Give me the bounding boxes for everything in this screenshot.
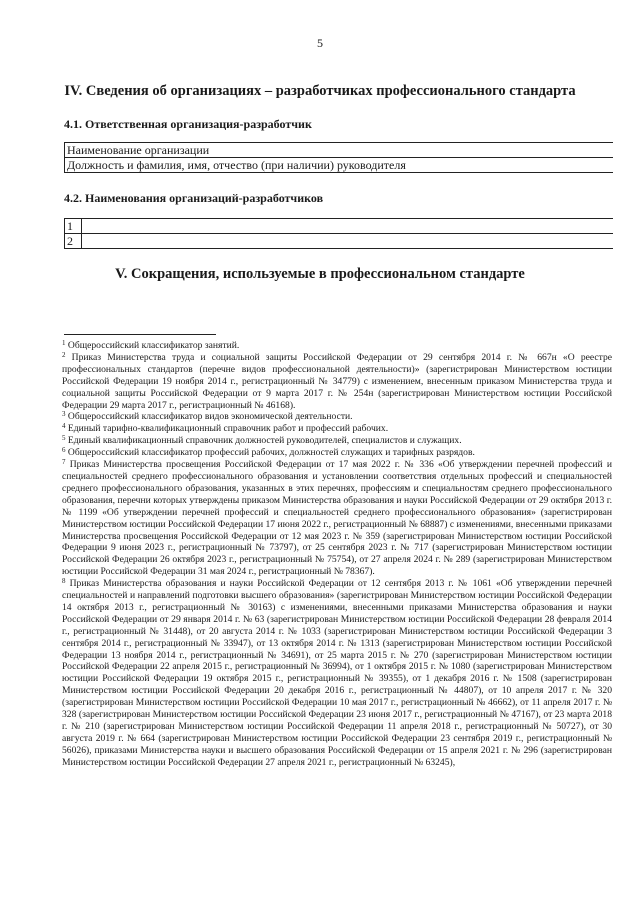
head-position-name-value: [441, 158, 613, 173]
footnote: [62, 411, 612, 423]
table-row: [65, 234, 614, 249]
footnote: [62, 447, 612, 459]
footnote: [62, 352, 612, 412]
footnote-text: Общероссийский классификатор видов экономической деятельности.: [67, 411, 353, 423]
footnote-text: Единый квалификационный справочник должностей руководителей, специалистов и служащих.: [67, 435, 462, 447]
subsection-4-2-title: 4.2. Наименования организаций-разработчиков: [64, 191, 324, 205]
footnote-text: Приказ Министерства просвещения Российской Федерации от 17 мая 2022 г. № 336 «Об утверждении перечней профессий и специальностей среднего профессионального образования и установлении соответствия отдельных профессий и специальностей среднего профессионального образования, указанных в этих перечнях, профессиям и специальностям среднего профессионального образования, перечни которых утверждены приказом Министерства образования и науки Российской Федерации от 29 октября 2013 г. № 1199 «Об утверждении перечней профессий и специальностей среднего профессионального образования» (зарегистрирован Министерством юстиции Российской Федерации 17 июня 2022 г., регистрационный № 68887) с изменениями, внесенными приказами Министерства просвещения Российской Федерации от 12 мая 2023 г. № 359 (зарегистрирован Министерством юстиции Российской Федерации 9 июня 2023 г., регистрационный № 73797), от 25 сентября 2023 г. № 717 (зарегистрирован Министерством юстиции Российской Федерации 26 октября 2023 г., регистрационный № 75754), от 27 апреля 2024 г. № 289 (зарегистрирован Министерством юстиции Российской Федерации 31 мая 2024 г., регистрационный № 78367).: [62, 459, 612, 578]
row-number: 1: [65, 219, 82, 234]
developer-organization-cell: [82, 219, 614, 234]
responsible-organization-table: [64, 142, 613, 173]
footnote-text: Единый тарифно-квалификационный справочник работ и профессий рабочих.: [67, 423, 389, 435]
head-position-name-label: Должность и фамилия, имя, отчество (при наличии) руководителя: [65, 158, 442, 173]
footnote-separator: [64, 334, 216, 335]
footnote-text: Приказ Министерства труда и социальной защиты Российской Федерации от 29 сентября 2014 г. № 667н «О реестре профессиональных стандартов (перечне видов профессиональной деятельности)» (зарегистрирован Министерством юстиции Российской Федерации 19 ноября 2014 г., регистрационный № 34779) с изменением, внесенным приказом Министерства труда и социальной защиты Российской Федерации от 9 марта 2017 г. № 254н (зарегистрирован Министерством юстиции Российской Федерации 29 марта 2017 г., регистрационный № 46168).: [62, 351, 612, 411]
footnote: [62, 423, 612, 435]
footnote-mark: 7: [62, 458, 66, 467]
row-number: 2: [65, 234, 82, 249]
table-row: [65, 219, 614, 234]
footnote-text: Приказ Министерства образования и науки Российской Федерации от 12 сентября 2013 г. № 1061 «Об утверждении перечней специальностей и направлений подготовки высшего образования» (зарегистрирован Министерством юстиции Российской Федерации 14 октября 2013 г., регистрационный № 30163) с изменениями, внесенными приказами Министерства образования и науки Российской Федерации от 29 января 2014 г. № 63 (зарегистрирован Министерством юстиции Российской Федерации 28 февраля 2014 г., регистрационный № 31448), от 20 августа 2014 г. № 1033 (зарегистрирован Министерством юстиции Российской Федерации 3 сентября 2014 г., регистрационный № 33947), от 13 октября 2014 г. № 1313 (зарегистрирован Министерством юстиции Российской Федерации 13 ноября 2014 г., регистрационный № 34691), от 25 марта 2015 г. № 270 (зарегистрирован Министерством юстиции Российской Федерации 22 апреля 2015 г., регистрационный № 36994), от 1 октября 2015 г. № 1080 (зарегистрирован Министерством юстиции Российской Федерации 19 октября 2015 г., регистрационный № 39355), от 1 декабря 2016 г. № 1508 (зарегистрирован Министерством юстиции Российской Федерации 20 декабря 2016 г., регистрационный № 44807), от 10 апреля 2017 г. № 320 (зарегистрирован Министерством юстиции Российской Федерации 10 мая 2017 г., регистрационный № 46662), от 11 апреля 2017 г. № 328 (зарегистрирован Министерством юстиции Российской Федерации 23 июня 2017 г., регистрационный № 47167), от 23 марта 2018 г. № 210 (зарегистрирован Министерством юстиции Российской Федерации 11 апреля 2018 г., регистрационный № 50727), от 30 августа 2019 г. № 664 (зарегистрирован Министерством юстиции Российской Федерации 23 сентября 2019 г., регистрационный № 56026), приказами Министерства науки и высшего образования Российской Федерации от 15 апреля 2021 г. № 296 (зарегистрирован Министерством юстиции Российской Федерации 27 апреля 2021 г., регистрационный № 63245),: [62, 578, 612, 768]
footnote-mark: 1: [62, 339, 66, 347]
footnote: [62, 578, 612, 769]
organization-name-label: Наименование организации: [65, 143, 442, 158]
footnote-mark: 5: [62, 434, 66, 443]
footnote: [62, 340, 612, 352]
organization-name-value: [441, 143, 613, 158]
footnote-text: Общероссийский классификатор занятий.: [67, 340, 240, 351]
table-row: [65, 143, 614, 158]
subsection-4-1-title: 4.1. Ответственная организация-разработчик: [64, 117, 312, 131]
table-row: [65, 158, 614, 173]
footnote: [62, 435, 612, 447]
section-4-title: IV. Сведения об организациях – разработчиках профессионального стандарта: [64, 83, 576, 99]
section-5-title: V. Сокращения, используемые в профессиональном стандарте: [115, 266, 525, 282]
footnote-text: Общероссийский классификатор профессий рабочих, должностей служащих и тарифных разрядов.: [67, 447, 475, 459]
footnotes: [62, 340, 612, 769]
footnote: [62, 459, 612, 578]
footnote-mark: 3: [62, 410, 66, 419]
developer-organization-cell: [82, 234, 614, 249]
footnote-mark: 4: [62, 422, 66, 431]
footnote-mark: 6: [62, 446, 66, 455]
page-number: 5: [317, 36, 323, 50]
developer-organizations-table: [64, 218, 613, 249]
footnote-mark: 8: [62, 577, 66, 586]
footnote-mark: 2: [62, 350, 66, 359]
